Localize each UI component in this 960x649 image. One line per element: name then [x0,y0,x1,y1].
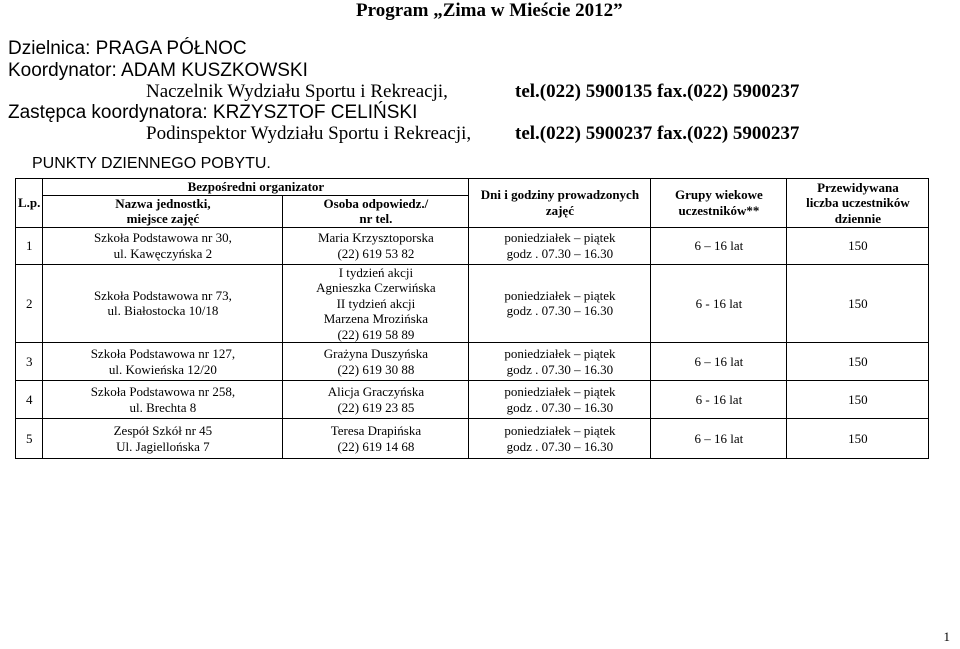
row-count: 150 [787,343,929,381]
hours-text: godz . 07.30 – 16.30 [506,399,614,415]
row-days [469,343,651,381]
header-unit-line2: miejsce zajęć [126,211,200,226]
row-lp: 3 [16,343,43,381]
row-age: 6 - 16 lat [651,264,787,343]
header-count-line2: liczba uczestników [806,195,910,210]
header-organizer: Bezpośredni organizator [43,179,469,196]
header-count-line1: Przewidywana [817,179,899,195]
row-days [469,419,651,459]
deputy-contact: tel.(022) 5900237 fax.(022) 5900237 [515,123,800,144]
header-person-line2: nr tel. [359,211,393,226]
row-unit [43,419,283,459]
row-lp: 4 [16,381,43,419]
header-person-line1: Osoba odpowiedz./ [323,195,429,211]
page-number: 1 [943,629,950,644]
row-days [469,264,651,343]
deputy-role: Podinspektor Wydziału Sportu i Rekreacji, [146,123,472,144]
row-unit [43,264,283,343]
days-text: poniedziałek – piątek [504,346,616,361]
person-phone: (22) 619 53 82 [337,245,415,261]
row-count: 150 [787,227,929,264]
row-person [283,227,469,264]
table-row [16,343,929,381]
district-label: Dzielnica: PRAGA PÓŁNOC [8,38,247,59]
person-name: Teresa Drapińska [330,423,422,438]
unit-name: Szkoła Podstawowa nr 30, [93,230,232,245]
person-phone: (22) 619 30 88 [337,361,415,377]
hours-text: godz . 07.30 – 16.30 [506,303,614,319]
days-text: poniedziałek – piątek [504,287,616,303]
row-lp: 2 [16,264,43,343]
row-count: 150 [787,419,929,459]
header-age-line2: uczestników** [678,202,760,218]
person-name: Maria Krzysztoporska [317,230,434,245]
days-text: poniedziałek – piątek [504,384,616,399]
row-age: 6 - 16 lat [651,381,787,419]
person-line: I tydzień akcji [338,264,414,280]
unit-name: Szkoła Podstawowa nr 73, [93,287,232,303]
table-row [16,419,929,459]
days-text: poniedziałek – piątek [504,230,616,245]
hours-text: godz . 07.30 – 16.30 [506,438,614,454]
row-days [469,381,651,419]
coordinator-contact: tel.(022) 5900135 fax.(022) 5900237 [515,81,800,102]
row-count: 150 [787,381,929,419]
table-row [16,381,929,419]
header-unit-line1: Nazwa jednostki, [115,195,211,211]
unit-name: Zespół Szkół nr 45 [113,423,213,438]
unit-name: Szkoła Podstawowa nr 127, [90,346,236,361]
person-name: Alicja Graczyńska [327,384,425,399]
unit-address: Ul. Jagiellońska 7 [116,438,210,454]
person-line: Agnieszka Czerwińska [316,280,436,295]
header-days-line2: zajęć [545,202,574,218]
table-header-row [16,179,929,196]
header-count-line3: dziennie [834,210,882,226]
person-line: Marzena Mrozińska [323,311,429,326]
header-days-line1: Dni i godziny prowadzonych [480,187,640,203]
person-line: II tydzień akcji [336,295,416,311]
section-title: PUNKTY DZIENNEGO POBYTU. [32,155,271,172]
row-count: 150 [787,264,929,343]
hours-text: godz . 07.30 – 16.30 [506,361,614,377]
row-person [283,381,469,419]
days-text: poniedziałek – piątek [504,423,616,438]
header-lp: L.p. [16,179,43,228]
row-person [283,419,469,459]
header-age-line1: Grupy wiekowe [675,187,763,203]
person-phone: (22) 619 58 89 [337,326,415,342]
header-days [469,179,651,228]
coordinator-label: Koordynator: ADAM KUSZKOWSKI [8,60,308,81]
header-age [651,179,787,228]
row-days [469,227,651,264]
row-unit [43,227,283,264]
table-row [16,264,929,343]
deputy-label: Zastępca koordynatora: KRZYSZTOF CELIŃSKI [8,102,418,123]
row-unit [43,343,283,381]
person-name: Grażyna Duszyńska [323,346,429,361]
unit-name: Szkoła Podstawowa nr 258, [90,384,236,399]
row-lp: 1 [16,227,43,264]
row-age: 6 – 16 lat [651,419,787,459]
row-person [283,343,469,381]
points-table [15,178,929,459]
unit-address: ul. Brechta 8 [129,399,197,415]
unit-address: ul. Białostocka 10/18 [107,303,219,319]
header-unit [43,195,283,227]
unit-address: ul. Kowieńska 12/20 [108,361,217,377]
row-person [283,264,469,343]
row-unit [43,381,283,419]
person-phone: (22) 619 23 85 [337,399,415,415]
header-count [787,179,929,228]
row-lp: 5 [16,419,43,459]
row-age: 6 – 16 lat [651,227,787,264]
hours-text: godz . 07.30 – 16.30 [506,245,614,261]
unit-address: ul. Kawęczyńska 2 [113,245,213,261]
table-row [16,227,929,264]
page-title: Program „Zima w Mieście 2012” [356,0,623,21]
row-age: 6 – 16 lat [651,343,787,381]
person-phone: (22) 619 14 68 [337,438,415,454]
header-person [283,195,469,227]
coordinator-role: Naczelnik Wydziału Sportu i Rekreacji, [146,81,448,102]
